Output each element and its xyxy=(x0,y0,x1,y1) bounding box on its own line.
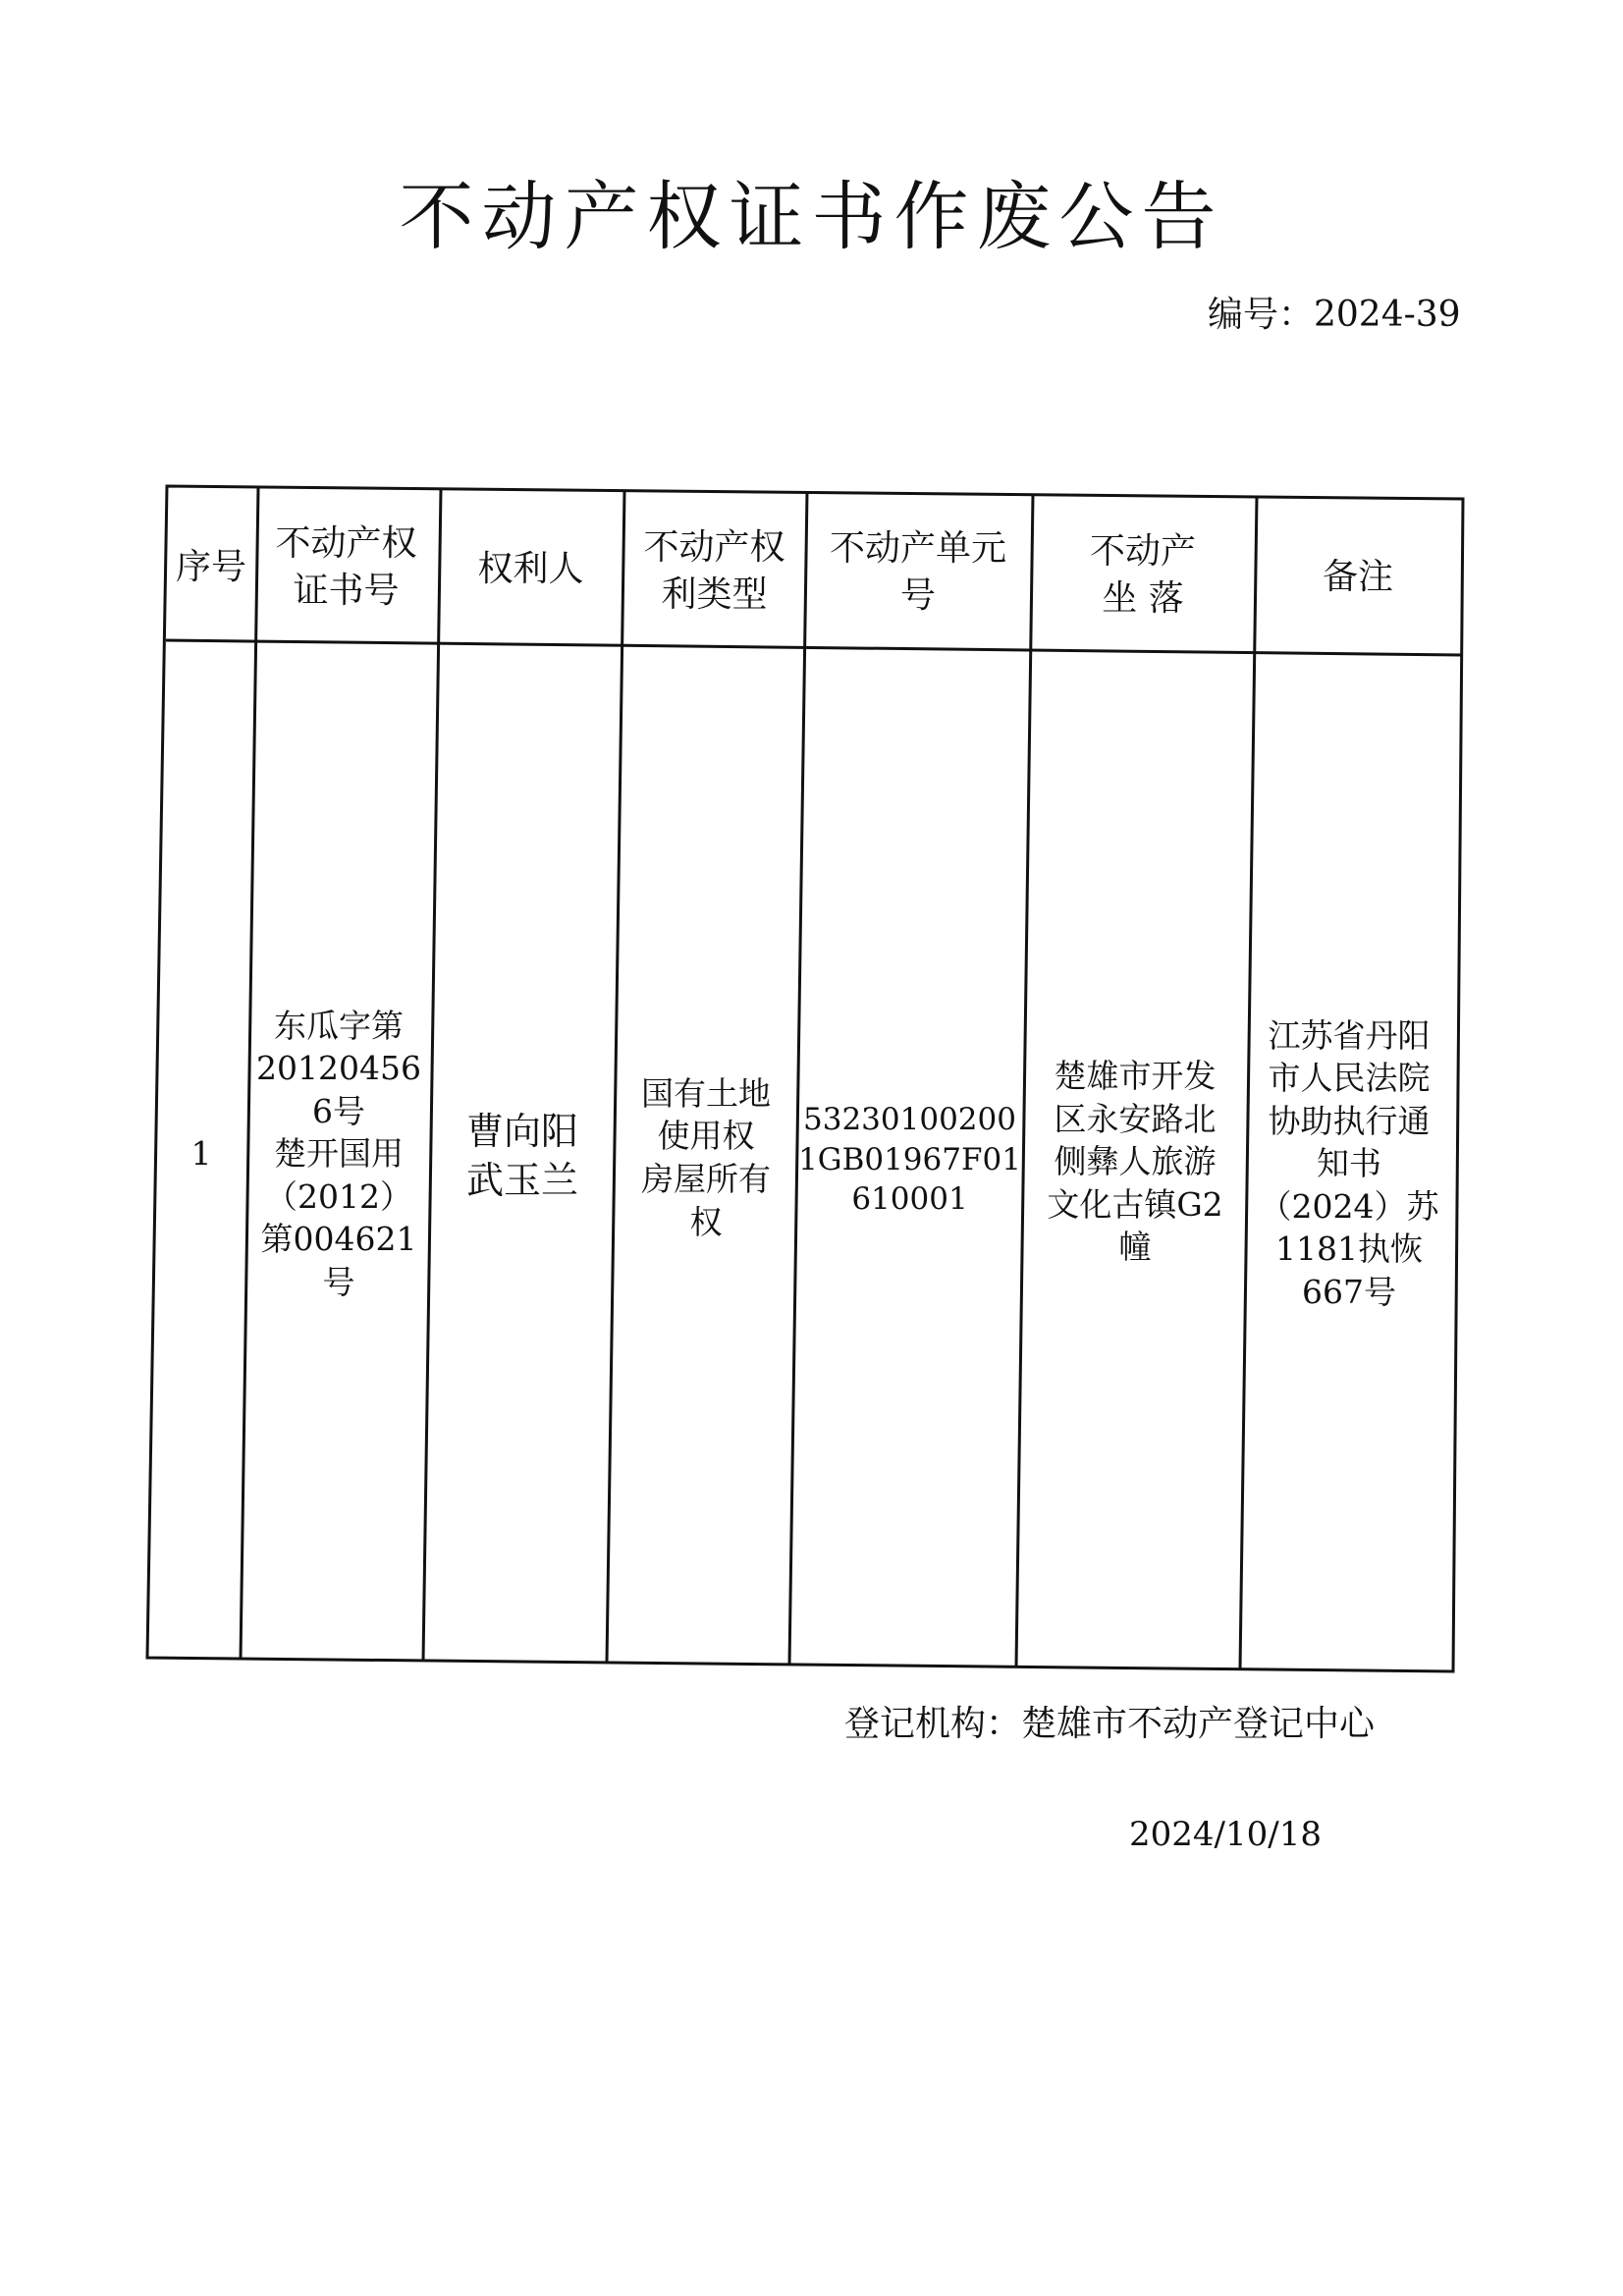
issue-date: 2024/10/18 xyxy=(1129,1815,1322,1854)
table-row-holder: 曹向阳 武玉兰 xyxy=(465,1109,578,1202)
table-row-location: 楚雄市开发 区永安路北 侧彝人旅游 文化古镇G2 幢 xyxy=(1047,1057,1223,1267)
page-title: 不动产权证书作废公告 xyxy=(399,173,1224,260)
header-location: 不动产 坐 落 xyxy=(1089,530,1196,619)
table-row-unit-no: 53230100200 1GB01967F01 610001 xyxy=(798,1101,1021,1218)
header-cert-no: 不动产权 证书号 xyxy=(275,522,417,611)
table-row-cert-no: 东瓜字第 20120456 6号 楚开国用 （2012） 第004621 号 xyxy=(256,1006,421,1301)
header-seq: 序号 xyxy=(175,546,246,587)
table-row-right-type: 国有土地 使用权 房屋所有 权 xyxy=(641,1073,771,1241)
header-holder: 权利人 xyxy=(477,548,584,589)
header-right-type: 不动产权 利类型 xyxy=(643,526,785,615)
registration-org: 登记机构：楚雄市不动产登记中心 xyxy=(844,1704,1376,1744)
document-number: 编号：2024-39 xyxy=(1208,295,1461,335)
header-remark: 备注 xyxy=(1322,556,1393,597)
table-row-seq: 1 xyxy=(190,1134,212,1174)
header-unit-no: 不动产单元 号 xyxy=(829,527,1006,616)
table-row-remark: 江苏省丹阳 市人民法院 协助执行通 知书 （2024）苏 1181执恢 667号 xyxy=(1259,1015,1439,1311)
